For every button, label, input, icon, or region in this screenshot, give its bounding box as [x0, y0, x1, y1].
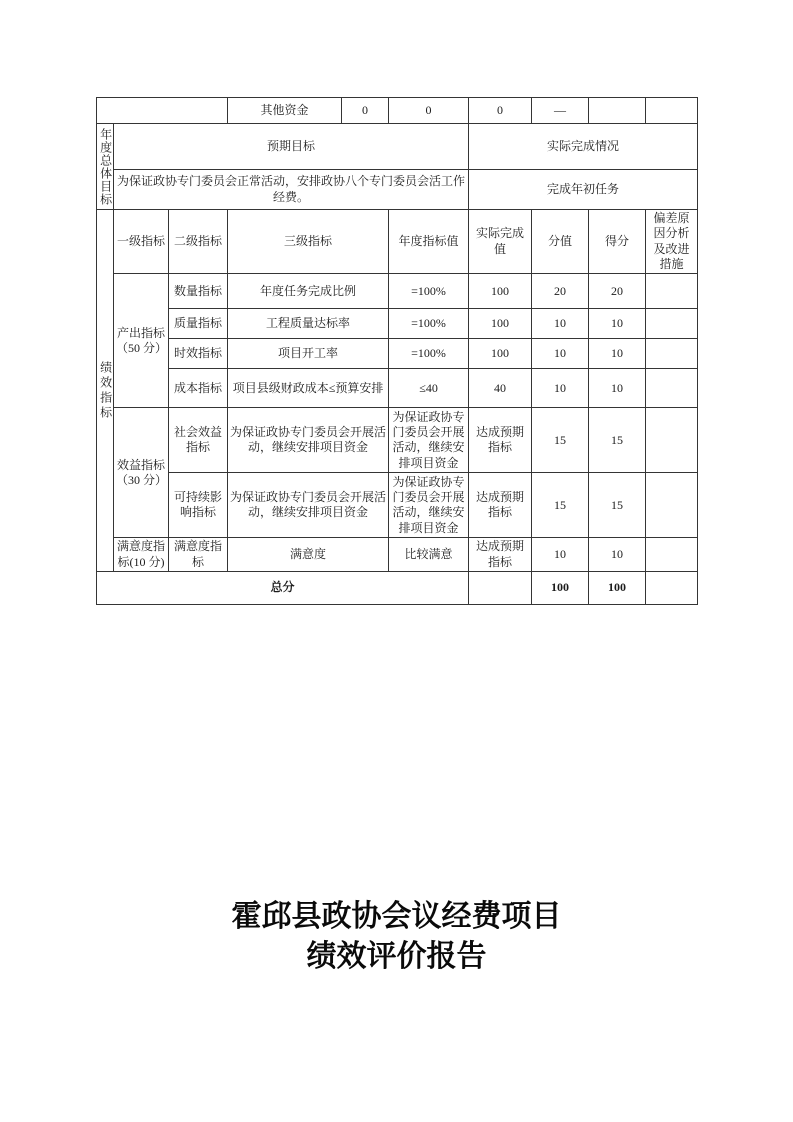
- earned-cell: 15: [589, 473, 646, 538]
- total-actual-blank: [469, 572, 532, 605]
- deviation-cell: [646, 473, 698, 538]
- blank-cell: [97, 98, 228, 124]
- score-cell: 15: [532, 408, 589, 473]
- indicator-header-row: [97, 210, 698, 274]
- earned-cell: 20: [589, 274, 646, 309]
- other-funds-value-2: 0: [389, 98, 469, 124]
- actual-cell: 达成预期指标: [469, 473, 532, 538]
- header-level2: 二级指标: [169, 210, 228, 274]
- score-cell: 10: [532, 309, 589, 339]
- deviation-cell: [646, 274, 698, 309]
- l3-cell: 项目开工率: [228, 339, 389, 369]
- header-level3: 三级指标: [228, 210, 389, 274]
- actual-cell: 达成预期指标: [469, 408, 532, 473]
- target-cell: =100%: [389, 274, 469, 309]
- actual-completion-text: 完成年初任务: [469, 170, 698, 210]
- expected-goal-text: 为保证政协专门委员会正常活动，安排政协八个专门委员会活工作经费。: [114, 170, 469, 210]
- header-deviation: 偏差原因分析及改进措施: [646, 210, 698, 274]
- indicator-row: [97, 473, 698, 538]
- target-cell: =100%: [389, 309, 469, 339]
- header-annual-target: 年度指标值: [389, 210, 469, 274]
- indicator-row: [97, 274, 698, 309]
- target-cell: =100%: [389, 339, 469, 369]
- header-actual-value: 实际完成值: [469, 210, 532, 274]
- score-cell: 15: [532, 473, 589, 538]
- indicator-row: [97, 339, 698, 369]
- other-funds-value-3: 0: [469, 98, 532, 124]
- earned-cell: 15: [589, 408, 646, 473]
- earned-cell: 10: [589, 339, 646, 369]
- header-score: 分值: [532, 210, 589, 274]
- indicator-row: [97, 408, 698, 473]
- expected-goal-header: 预期目标: [114, 124, 469, 170]
- deviation-cell: [646, 309, 698, 339]
- total-row: [97, 572, 698, 605]
- other-funds-label: 其他资金: [228, 98, 342, 124]
- l2-cell: 满意度指标: [169, 538, 228, 572]
- earned-cell: 10: [589, 538, 646, 572]
- actual-cell: 100: [469, 274, 532, 309]
- earned-cell: 10: [589, 309, 646, 339]
- other-funds-value-5: [589, 98, 646, 124]
- evaluation-table: [96, 97, 698, 605]
- deviation-cell: [646, 339, 698, 369]
- annual-goal-row-label: 年度总体目标: [97, 124, 114, 210]
- group-satisfaction-label: 满意度指标(10 分): [114, 538, 169, 572]
- l2-cell: 数量指标: [169, 274, 228, 309]
- funding-row: [97, 98, 698, 124]
- total-earned: 100: [589, 572, 646, 605]
- l2-cell: 成本指标: [169, 369, 228, 408]
- score-cell: 10: [532, 339, 589, 369]
- score-cell: 20: [532, 274, 589, 309]
- total-deviation-blank: [646, 572, 698, 605]
- l3-cell: 为保证政协专门委员会开展活动，继续安排项目资金: [228, 408, 389, 473]
- group-output-label: 产出指标（50 分）: [114, 274, 169, 408]
- indicator-row: [97, 369, 698, 408]
- actual-completion-header: 实际完成情况: [469, 124, 698, 170]
- header-earned: 得分: [589, 210, 646, 274]
- score-cell: 10: [532, 538, 589, 572]
- header-level1: 一级指标: [114, 210, 169, 274]
- target-cell: 为保证政协专门委员会开展活动，继续安排项目资金: [389, 408, 469, 473]
- report-title: [0, 897, 793, 977]
- report-title-line2: 绩效评价报告: [306, 940, 487, 973]
- l2-cell: 社会效益指标: [169, 408, 228, 473]
- actual-cell: 100: [469, 339, 532, 369]
- target-cell: 比较满意: [389, 538, 469, 572]
- l3-cell: 为保证政协专门委员会开展活动，继续安排项目资金: [228, 473, 389, 538]
- earned-cell: 10: [589, 369, 646, 408]
- other-funds-value-1: 0: [342, 98, 389, 124]
- performance-row-label: 绩效指标: [97, 210, 114, 572]
- deviation-cell: [646, 538, 698, 572]
- report-title-line1: 霍邱县政协会议经费项目: [231, 900, 562, 933]
- target-cell: ≤40: [389, 369, 469, 408]
- l2-cell: 可持续影响指标: [169, 473, 228, 538]
- l2-cell: 时效指标: [169, 339, 228, 369]
- deviation-cell: [646, 369, 698, 408]
- target-cell: 为保证政协专门委员会开展活动，继续安排项目资金: [389, 473, 469, 538]
- deviation-cell: [646, 408, 698, 473]
- l3-cell: 年度任务完成比例: [228, 274, 389, 309]
- actual-cell: 达成预期指标: [469, 538, 532, 572]
- score-cell: 10: [532, 369, 589, 408]
- other-funds-value-4: —: [532, 98, 589, 124]
- other-funds-value-6: [646, 98, 698, 124]
- actual-cell: 40: [469, 369, 532, 408]
- l2-cell: 质量指标: [169, 309, 228, 339]
- l3-cell: 项目县级财政成本≤预算安排: [228, 369, 389, 408]
- l3-cell: 工程质量达标率: [228, 309, 389, 339]
- annual-goal-text-row: [97, 170, 698, 210]
- actual-cell: 100: [469, 309, 532, 339]
- total-label: 总分: [97, 572, 469, 605]
- indicator-row: [97, 538, 698, 572]
- total-score: 100: [532, 572, 589, 605]
- group-benefit-label: 效益指标（30 分）: [114, 408, 169, 538]
- indicator-row: [97, 309, 698, 339]
- annual-goal-header-row: [97, 124, 698, 170]
- l3-cell: 满意度: [228, 538, 389, 572]
